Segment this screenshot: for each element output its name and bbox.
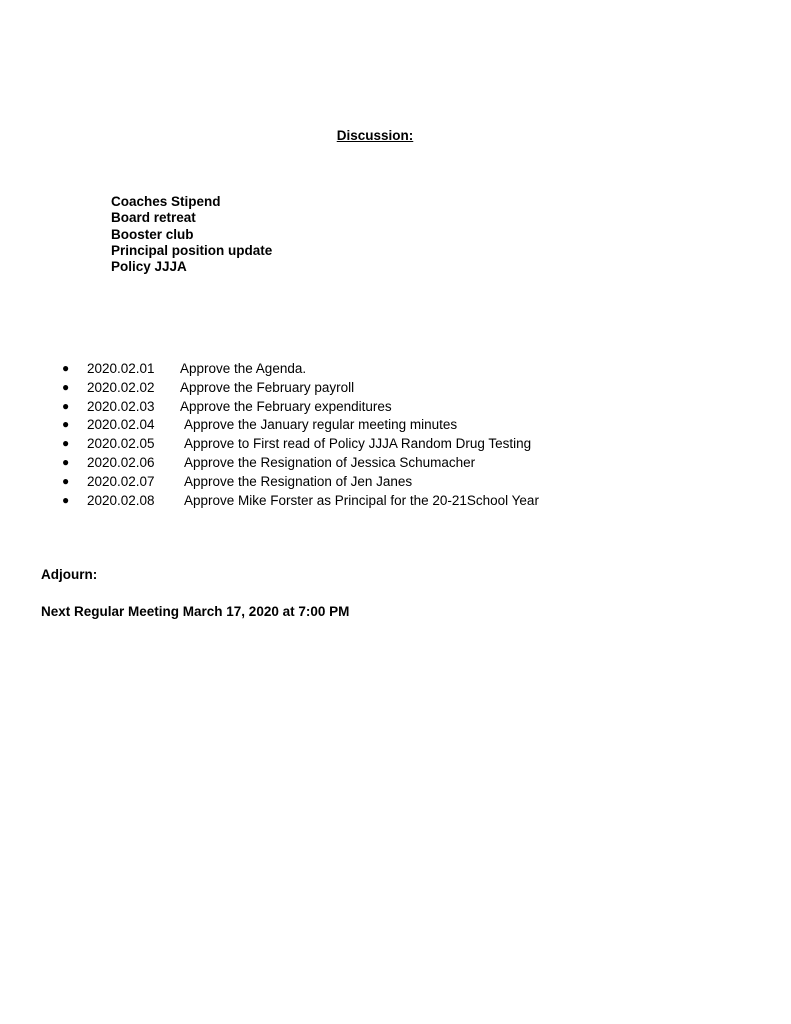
- bullet-icon: ●: [62, 492, 70, 507]
- action-item-code: 2020.02.06: [87, 454, 155, 470]
- action-item-description: Approve the February expenditures: [180, 398, 392, 414]
- action-item-description: Approve the Resignation of Jessica Schumacher: [184, 454, 476, 470]
- action-item-code: 2020.02.04: [87, 417, 155, 433]
- action-item-code: 2020.02.05: [87, 436, 155, 452]
- action-item-description: Approve to First read of Policy JJJA Random Drug Testing: [184, 436, 532, 452]
- bullet-icon: ●: [62, 417, 70, 432]
- bullet-icon: ●: [62, 361, 70, 375]
- discussion-topic: Policy JJJA: [111, 259, 187, 275]
- discussion-topic: Principal position update: [111, 242, 273, 258]
- bullet-icon: ●: [62, 454, 70, 469]
- action-item-description: Approve Mike Forster as Principal for the 20-21School Year: [184, 492, 539, 508]
- bullet-icon: ●: [62, 398, 70, 413]
- action-item-code: 2020.02.01: [87, 361, 155, 376]
- bullet-icon: ●: [62, 473, 70, 488]
- action-item-code: 2020.02.02: [87, 379, 155, 395]
- adjourn-heading: Adjourn:: [41, 567, 98, 582]
- action-item-description: Approve the Resignation of Jen Janes: [184, 473, 413, 489]
- action-item-code: 2020.02.08: [87, 492, 155, 508]
- discussion-topic: Board retreat: [111, 210, 196, 226]
- discussion-topic: Booster club: [111, 226, 194, 242]
- bullet-icon: ●: [62, 379, 70, 394]
- action-item-description: Approve the February payroll: [180, 379, 355, 395]
- bullet-icon: ●: [62, 436, 70, 451]
- discussion-heading: Discussion:: [336, 128, 414, 143]
- discussion-topic-list: [111, 194, 272, 275]
- action-item-code: 2020.02.03: [87, 398, 155, 414]
- action-item-description: Approve the Agenda.: [180, 361, 307, 376]
- next-meeting-notice: Next Regular Meeting March 17, 2020 at 7:00 PM: [41, 604, 350, 619]
- discussion-topic: Coaches Stipend: [111, 194, 221, 209]
- action-item-description: Approve the January regular meeting minutes: [184, 417, 458, 433]
- action-item-code: 2020.02.07: [87, 473, 155, 489]
